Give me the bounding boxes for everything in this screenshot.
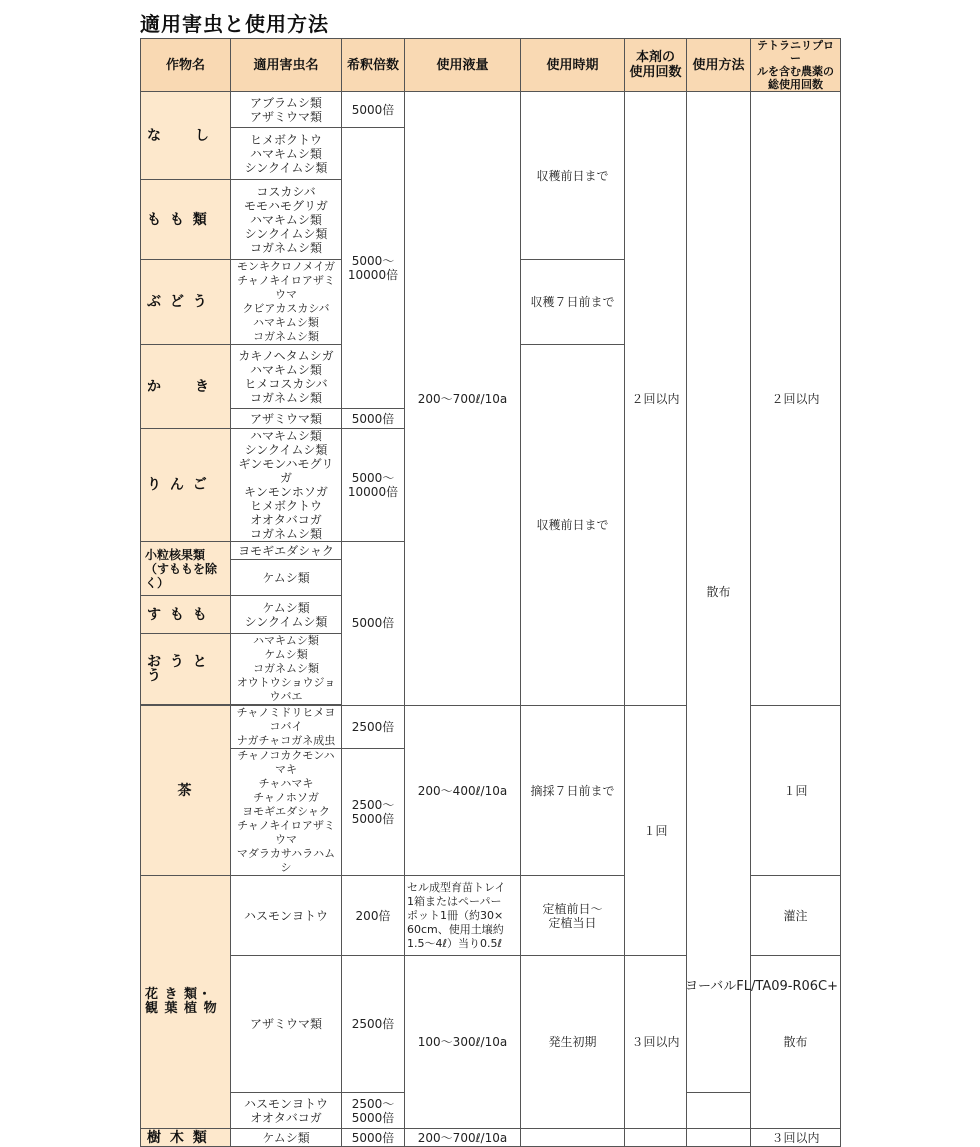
method-cell: 散布 xyxy=(751,956,841,1129)
pest-cell: ケムシ類 xyxy=(231,560,342,596)
count-cell: ３回以内 xyxy=(625,956,687,1129)
dilution-cell: 2500～ 5000倍 xyxy=(342,1093,405,1129)
timing-cell: 収穫前日まで xyxy=(521,345,625,706)
volume-cell: 200～700ℓ/10a xyxy=(405,1129,521,1147)
dilution-cell: 5000倍 xyxy=(342,542,405,706)
timing-cell: 摘採７日前まで xyxy=(521,706,625,876)
crop-kaki-kanyou: 花 き 類・ 観 葉 植 物 xyxy=(141,876,231,1129)
method-cell: 灌注 xyxy=(751,876,841,956)
table-row xyxy=(141,92,841,128)
table-row xyxy=(141,1129,841,1147)
pest-cell: ヨモギエダシャク xyxy=(231,542,342,560)
pest-cell: ケムシ類 xyxy=(231,1129,342,1147)
pest-cell: アザミウマ類 xyxy=(231,409,342,429)
pest-cell: コスカシバ モモハモグリガ ハマキムシ類 シンクイムシ類 コガネムシ類 xyxy=(231,180,342,260)
pest-cell: ハスモンヨトウ オオタバコガ xyxy=(231,1093,342,1129)
crop-jumoku: 樹 木 類 xyxy=(141,1129,231,1147)
total-cell: １回 xyxy=(751,706,841,876)
crop-momo: も も 類 xyxy=(141,180,231,260)
dilution-cell: 5000倍 xyxy=(342,409,405,429)
total-cell: ３回以内 xyxy=(751,1129,841,1147)
pest-cell: モンキクロノメイガ チャノキイロアザミウマ クビアカスカシバ ハマキムシ類 コガネムシ類 xyxy=(231,260,342,345)
crop-nashi: な し xyxy=(141,92,231,180)
pest-cell: チャノコカクモンハマキ チャハマキ チャノホソガ ヨモギエダシャク チャノキイロアザミウマ マダラカサハラハムシ xyxy=(231,749,342,876)
dilution-cell: 5000倍 xyxy=(342,92,405,128)
header-row xyxy=(141,39,841,92)
header-dilution: 希釈倍数 xyxy=(342,39,405,92)
header-crop: 作物名 xyxy=(141,39,231,92)
crop-kotsubu: 小粒核果類 （すももを除く） xyxy=(141,542,231,596)
crop-outou: お う と う xyxy=(141,634,231,705)
header-volume: 使用液量 xyxy=(405,39,521,92)
crop-kaki: か き xyxy=(141,345,231,429)
dilution-cell: 2500倍 xyxy=(342,956,405,1093)
pest-cell: アザミウマ類 xyxy=(231,956,342,1093)
volume-cell: セル成型育苗トレイ 1箱またはペーパー ポット1冊（約30× 60cm、使用土壌約 1.5～4ℓ）当り0.5ℓ xyxy=(405,876,521,956)
dilution-cell: 200倍 xyxy=(342,876,405,956)
pest-cell: ハスモンヨトウ xyxy=(231,876,342,956)
dilution-cell: 5000～ 10000倍 xyxy=(342,429,405,542)
header-count: 本剤の 使用回数 xyxy=(625,39,687,92)
crop-sumomo: す も も xyxy=(141,596,231,634)
dilution-cell: 5000倍 xyxy=(342,1129,405,1147)
dilution-cell: 2500倍 xyxy=(342,706,405,749)
pest-cell: チャノミドリヒメヨコバイ ナガチャコガネ成虫 xyxy=(231,706,342,749)
header-timing: 使用時期 xyxy=(521,39,625,92)
count-cell xyxy=(625,1129,687,1147)
volume-cell: 200～700ℓ/10a xyxy=(405,92,521,706)
header-method: 使用方法 xyxy=(687,39,751,92)
timing-cell: 発生初期 xyxy=(521,956,625,1129)
timing-cell: 定植前日～ 定植当日 xyxy=(521,876,625,956)
timing-cell xyxy=(521,1129,625,1147)
total-cell: ２回以内 xyxy=(751,92,841,706)
dilution-cell: 2500～ 5000倍 xyxy=(342,749,405,876)
pest-cell: ハマキムシ類 ケムシ類 コガネムシ類 オウトウショウジョウバエ xyxy=(231,634,342,705)
method-cell: 散布 xyxy=(687,92,751,1093)
dilution-cell: 5000～ 10000倍 xyxy=(342,128,405,409)
header-total: テトラニリプロー ルを含む農薬の 総使用回数 xyxy=(751,39,841,92)
timing-cell: 収穫前日まで xyxy=(521,92,625,260)
crop-ringo: り ん ご xyxy=(141,429,231,542)
crop-cha: 茶 xyxy=(141,706,231,876)
volume-cell: 200～400ℓ/10a xyxy=(405,706,521,876)
page-title: 適用害虫と使用方法 xyxy=(140,12,329,36)
pest-cell: ヒメボクトウ ハマキムシ類 シンクイムシ類 xyxy=(231,128,342,180)
pest-cell: ケムシ類 シンクイムシ類 xyxy=(231,596,342,634)
crop-budou: ぶ ど う xyxy=(141,260,231,345)
document-code: ヨーバルFL/TA09-R06C+ xyxy=(684,979,838,994)
pest-cell: カキノヘタムシガ ハマキムシ類 ヒメコスカシバ コガネムシ類 xyxy=(231,345,342,409)
method-cell xyxy=(687,1129,751,1147)
timing-cell: 収穫７日前まで xyxy=(521,260,625,345)
pest-cell: アブラムシ類 アザミウマ類 xyxy=(231,92,342,128)
count-cell: １回 xyxy=(625,706,687,956)
header-pest: 適用害虫名 xyxy=(231,39,342,92)
volume-cell: 100～300ℓ/10a xyxy=(405,956,521,1129)
pest-cell: ハマキムシ類 シンクイムシ類 ギンモンハモグリガ キンモンホソガ ヒメボクトウ オオタバコガ コガネムシ類 xyxy=(231,429,342,542)
count-cell: ２回以内 xyxy=(625,92,687,706)
